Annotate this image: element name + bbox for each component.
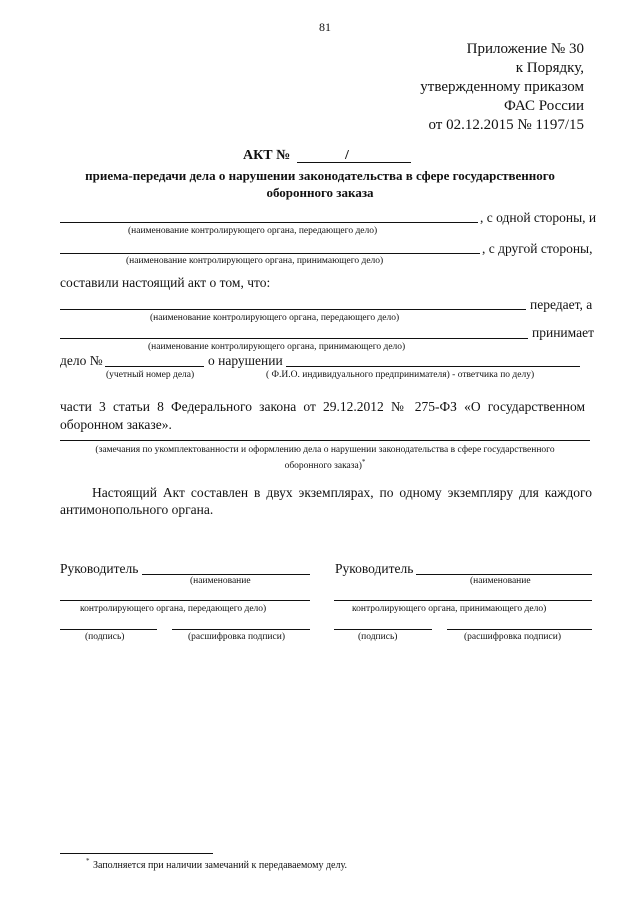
right-org-caption: контролирующего органа, принимающего дело) (352, 604, 547, 614)
receives-label: принимает (532, 325, 594, 340)
remarks-line[interactable] (60, 440, 590, 441)
caption-receiving-1: (наименование контролирующего органа, принимающего дело) (126, 256, 384, 266)
left-org-caption: контролирующего органа, передающего дело) (80, 604, 267, 614)
right-name-caption: (наименование (470, 576, 531, 586)
left-org-line[interactable] (60, 600, 310, 601)
remarks-caption-line-2-text: оборонного заказа) (284, 461, 362, 472)
right-head-line[interactable] (416, 574, 592, 575)
act-title: АКТ № (243, 148, 291, 163)
caption-receiving-2: (наименование контролирующего органа, принимающего дело) (148, 342, 406, 352)
act-number-slash: / (345, 148, 349, 163)
caption-transferring-1: (наименование контролирующего органа, передающего дело) (128, 226, 378, 236)
footnote-text: Заполняется при наличии замечаний к передаваемому делу. (93, 860, 347, 871)
caption-case-person: ( Ф.И.О. индивидуального предпринимателя) - ответчика по делу) (266, 370, 535, 380)
act-text: Настоящий Акт составлен в двух экземплярах, по одному экземпляру для каждого антимонопольного органа. (60, 485, 592, 517)
law-text: части 3 статьи 8 Федерального закона от 29.12.2012 № 275-ФЗ «О государственном оборонном заказе». (60, 399, 585, 432)
appendix-line-5: от 02.12.2015 № 1197/15 (428, 117, 584, 133)
right-decode-line[interactable] (447, 629, 592, 630)
footnote-mark: * (86, 857, 90, 865)
party-two-line[interactable] (60, 253, 480, 254)
case-person-line[interactable] (286, 366, 580, 367)
appendix-line-2: к Порядку, (515, 60, 584, 76)
appendix-line-4: ФАС России (504, 98, 584, 114)
right-sign-caption: (подпись) (358, 632, 398, 642)
page-number: 81 (319, 20, 331, 34)
left-decode-caption: (расшифровка подписи) (188, 632, 285, 642)
case-about-label: о нарушении (208, 353, 283, 368)
left-sign-caption: (подпись) (85, 632, 125, 642)
appendix-line-3: утвержденному приказом (420, 79, 584, 95)
left-head-line[interactable] (142, 574, 310, 575)
footnote-separator (60, 853, 213, 854)
left-head-label: Руководитель (60, 561, 139, 576)
remarks-caption-line-1: (замечания по укомплектованности и оформлению дела о нарушении законодательства в сфере государственного (95, 445, 555, 455)
remarks-caption-line-2 (60, 456, 590, 472)
party-one-line[interactable] (60, 222, 478, 223)
transfer-from-line[interactable] (60, 309, 526, 310)
right-sign-line[interactable] (334, 629, 432, 630)
transfer-to-line[interactable] (60, 338, 528, 339)
act-number-line[interactable] (297, 162, 411, 163)
appendix-block (324, 40, 584, 135)
caption-case-number: (учетный номер дела) (106, 370, 195, 380)
left-decode-line[interactable] (172, 629, 310, 630)
composed-text: составили настоящий акт о том, что: (60, 275, 271, 290)
right-decode-caption: (расшифровка подписи) (464, 632, 561, 642)
case-label: дело № (60, 353, 103, 368)
case-number-line[interactable] (105, 366, 204, 367)
caption-transferring-2: (наименование контролирующего органа, передающего дело) (150, 313, 400, 323)
right-head-label: Руководитель (335, 561, 414, 576)
remarks-caption (60, 444, 590, 472)
left-sign-line[interactable] (60, 629, 157, 630)
right-org-line[interactable] (334, 600, 592, 601)
party-two-label: , с другой стороны, (482, 241, 593, 256)
remarks-footnote-mark: * (361, 458, 366, 466)
transfers-label: передает, а (530, 297, 593, 312)
party-one-label: , с одной стороны, и (480, 210, 597, 225)
act-subtitle: приема-передачи дела о нарушении законодательства в сфере государственного оборонного заказа (85, 168, 555, 200)
appendix-line-1: Приложение № 30 (466, 41, 584, 57)
left-name-caption: (наименование (190, 576, 251, 586)
